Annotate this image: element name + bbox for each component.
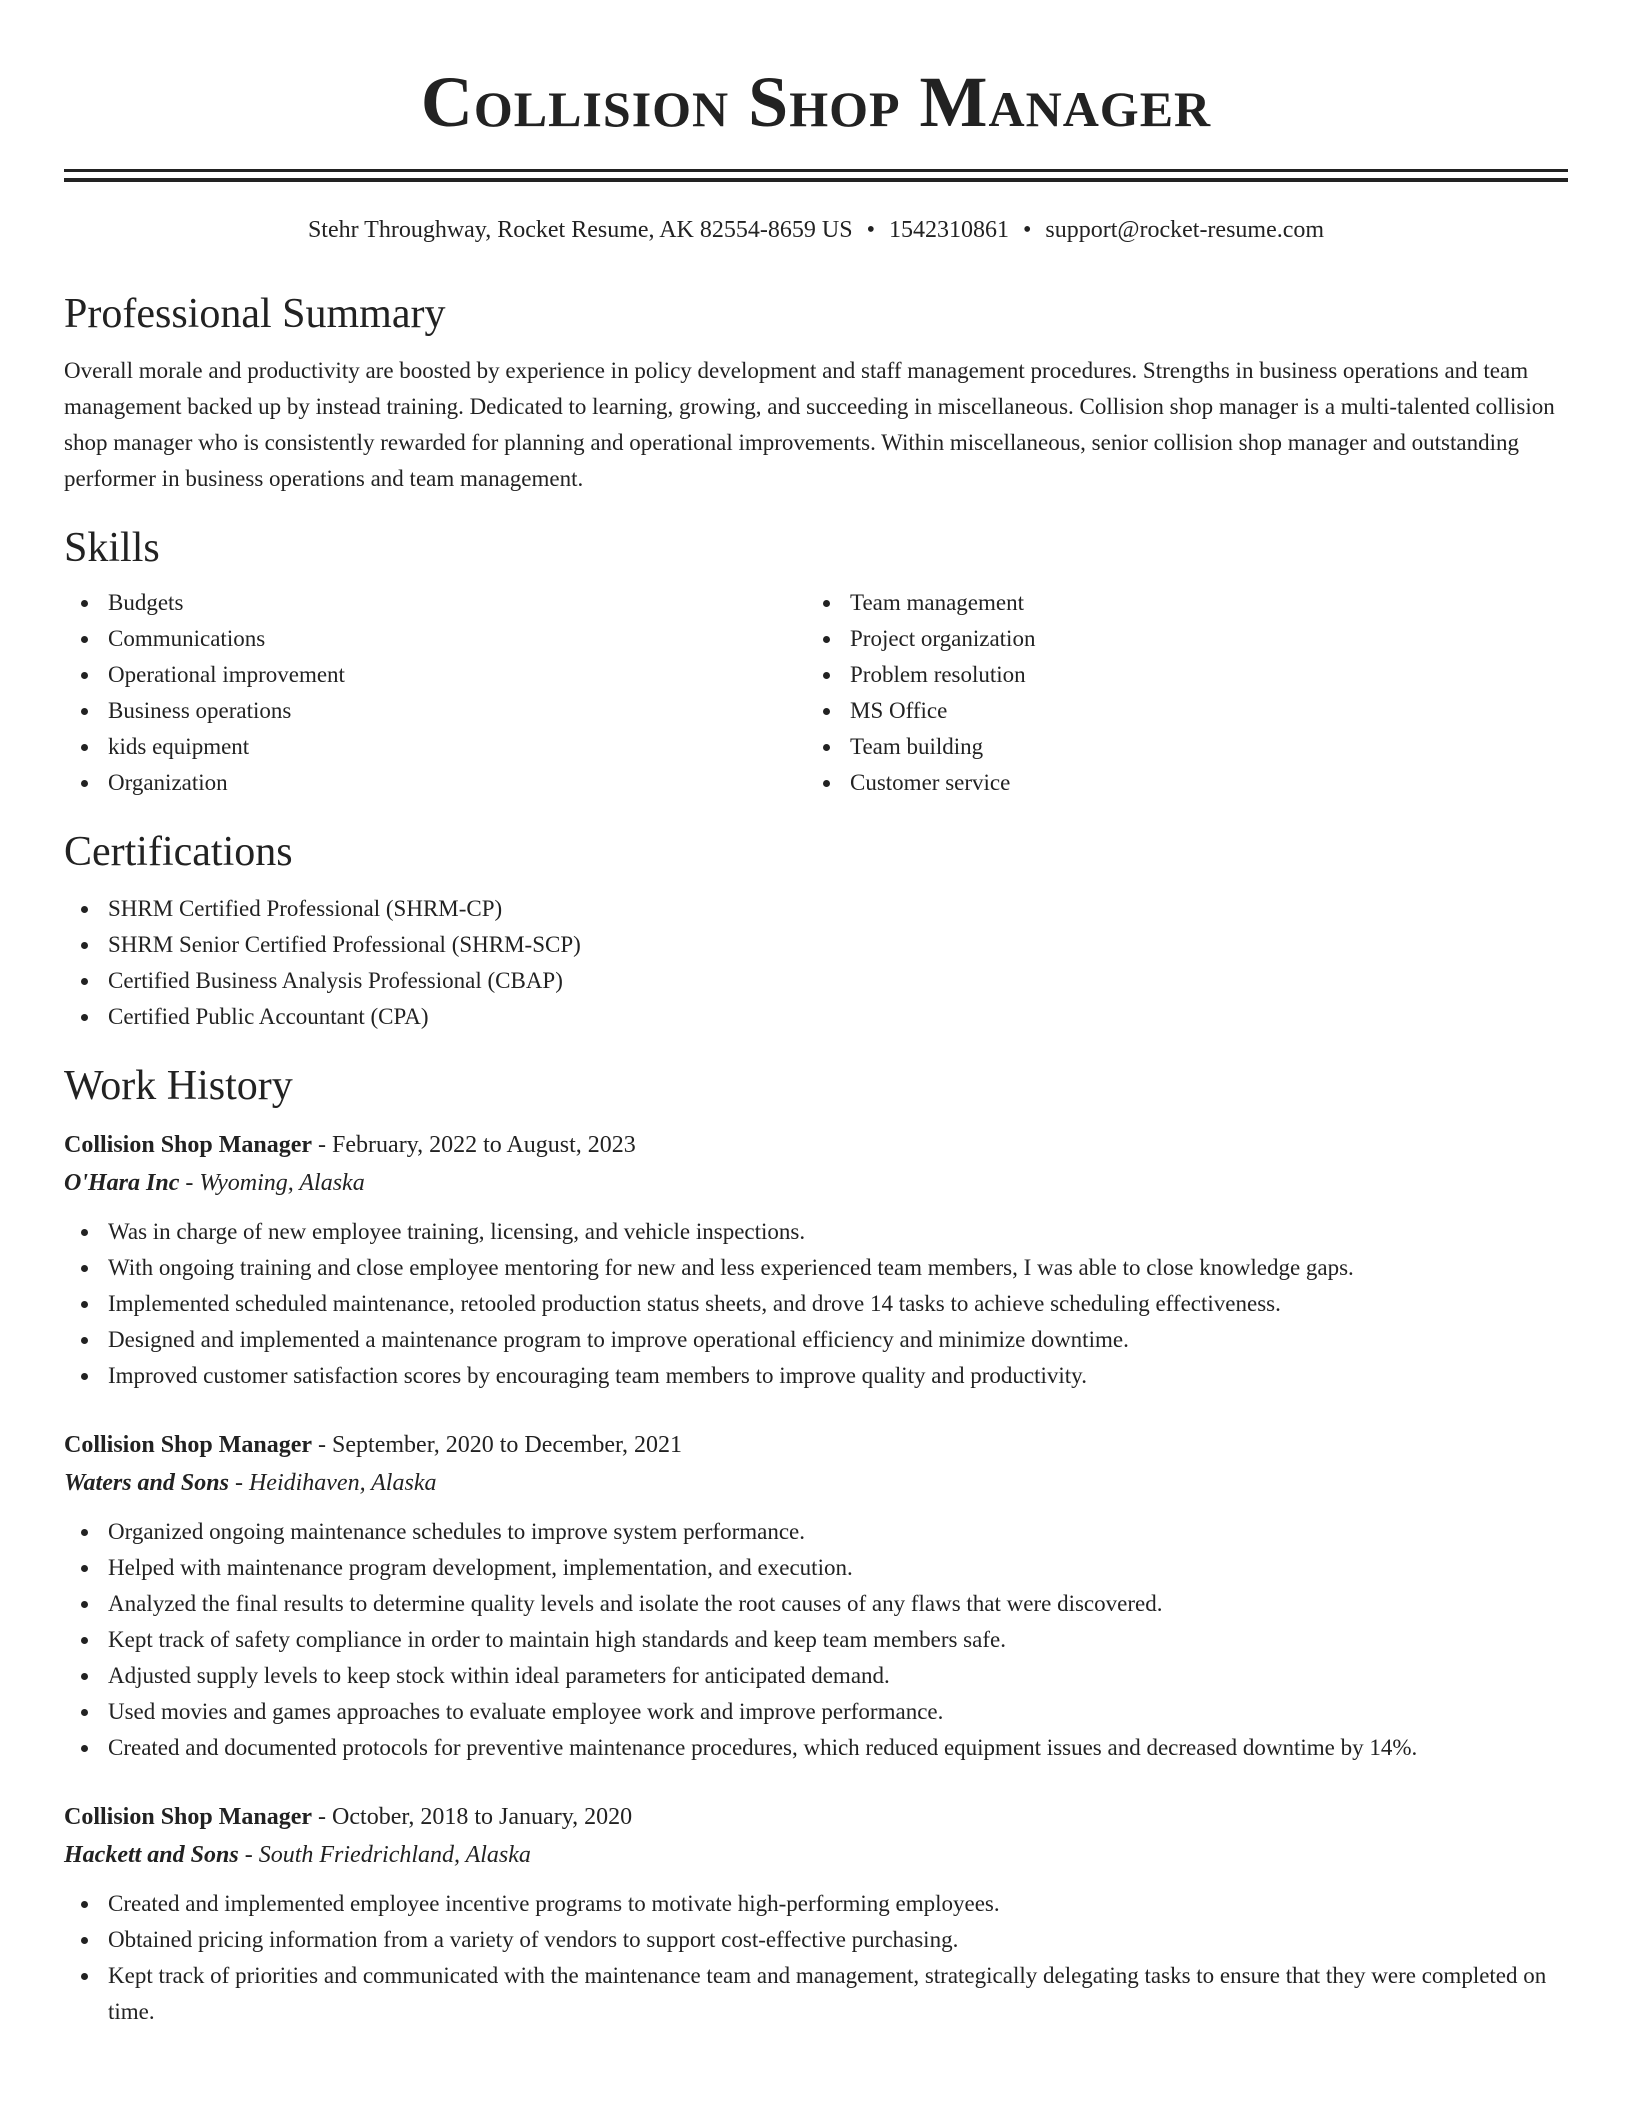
job-header bbox=[64, 1798, 1568, 1836]
header-divider-bottom bbox=[64, 178, 1568, 182]
job-duty: Kept track of priorities and communicated with the maintenance team and management, strategically delegating tasks to ensure that they were completed on time. bbox=[64, 1958, 1568, 2030]
job-role: Collision Shop Manager bbox=[64, 1803, 313, 1830]
job-duty: Analyzed the final results to determine quality levels and isolate the root causes of any flaws that were discovered. bbox=[64, 1586, 1568, 1622]
job-duties bbox=[64, 1886, 1568, 2030]
job-dash: - bbox=[312, 1803, 333, 1830]
skill-item: Communications bbox=[64, 621, 806, 657]
skill-item: Problem resolution bbox=[806, 657, 1548, 693]
job-duty: Designed and implemented a maintenance program to improve operational efficiency and minimize downtime. bbox=[64, 1322, 1568, 1358]
job-duty: Adjusted supply levels to keep stock within ideal parameters for anticipated demand. bbox=[64, 1658, 1568, 1694]
job-dates: September, 2020 to December, 2021 bbox=[332, 1431, 683, 1458]
job-duty: Used movies and games approaches to evaluate employee work and improve performance. bbox=[64, 1694, 1568, 1730]
resume-name: Collision Shop Manager bbox=[420, 62, 1212, 142]
contact-address: Stehr Throughway, Rocket Resume, AK 82554-8659 US bbox=[307, 217, 853, 243]
contact-separator: • bbox=[866, 217, 875, 243]
certification-item: Certified Business Analysis Professional (CBAP) bbox=[64, 963, 1568, 999]
summary-heading: Professional Summary bbox=[64, 290, 446, 337]
skills-column-right bbox=[806, 585, 1548, 801]
job-duties bbox=[64, 1214, 1568, 1394]
job-entry bbox=[64, 1126, 1568, 1394]
certification-item: SHRM Certified Professional (SHRM-CP) bbox=[64, 891, 1568, 927]
job-dash: - bbox=[312, 1131, 333, 1158]
job-duties bbox=[64, 1514, 1568, 1766]
job-duty: Was in charge of new employee training, licensing, and vehicle inspections. bbox=[64, 1214, 1568, 1250]
skill-item: Business operations bbox=[64, 693, 806, 729]
contact-phone: 1542310861 bbox=[888, 217, 1009, 243]
job-company-line bbox=[64, 1464, 1568, 1502]
contact-line bbox=[64, 216, 1568, 245]
skill-item: Team management bbox=[806, 585, 1548, 621]
job-location: Wyoming, Alaska bbox=[199, 1169, 365, 1196]
job-dash: - bbox=[238, 1841, 259, 1868]
contact-separator: • bbox=[1022, 217, 1032, 243]
job-duty: Obtained pricing information from a variety of vendors to support cost-effective purchasing. bbox=[64, 1922, 1568, 1958]
skill-item: Team building bbox=[806, 729, 1548, 765]
work-history-heading: Work History bbox=[64, 1063, 293, 1110]
job-duty: Implemented scheduled maintenance, retooled production status sheets, and drove 14 tasks to achieve scheduling effectiveness. bbox=[64, 1286, 1568, 1322]
job-dash: - bbox=[179, 1169, 200, 1196]
skills-list bbox=[64, 585, 1568, 801]
header-divider-top bbox=[64, 169, 1568, 172]
contact-email[interactable]: support@rocket-resume.com bbox=[1045, 217, 1325, 243]
skill-item: Budgets bbox=[64, 585, 806, 621]
job-company: O'Hara Inc bbox=[64, 1169, 180, 1196]
job-dash: - bbox=[312, 1431, 333, 1458]
skills-heading: Skills bbox=[64, 524, 160, 571]
skill-item: kids equipment bbox=[64, 729, 806, 765]
job-duty: Created and documented protocols for preventive maintenance procedures, which reduced equipment issues and decreased downtime by 14%. bbox=[64, 1730, 1568, 1766]
job-company-line bbox=[64, 1164, 1568, 1202]
job-duty: Improved customer satisfaction scores by encouraging team members to improve quality and productivity. bbox=[64, 1358, 1568, 1394]
job-location: South Friedrichland, Alaska bbox=[258, 1841, 531, 1868]
skill-item: MS Office bbox=[806, 693, 1548, 729]
skill-item: Project organization bbox=[806, 621, 1548, 657]
certifications-heading: Certifications bbox=[64, 829, 293, 876]
job-role: Collision Shop Manager bbox=[64, 1131, 313, 1158]
job-duty: Kept track of safety compliance in order to maintain high standards and keep team members safe. bbox=[64, 1622, 1568, 1658]
summary-text: Overall morale and productivity are boosted by experience in policy development and staff management procedures. Strengths in business operations and team management backed up by instead training. Dedicated to learning, growing, and succeeding in miscellaneous. Collision shop manager is a multi-talented collision shop manager who is consistently rewarded for planning and operational improvements. Within miscellaneous, senior collision shop manager and outstanding performer in business operations and team management. bbox=[64, 357, 1555, 491]
job-company-line bbox=[64, 1836, 1568, 1874]
job-duty: Created and implemented employee incentive programs to motivate high-performing employees. bbox=[64, 1886, 1568, 1922]
certifications-list bbox=[64, 891, 1568, 1035]
job-dates: February, 2022 to August, 2023 bbox=[332, 1131, 636, 1158]
skill-item: Customer service bbox=[806, 765, 1548, 801]
skills-column-left bbox=[64, 585, 806, 801]
job-entry bbox=[64, 1426, 1568, 1766]
job-location: Heidihaven, Alaska bbox=[248, 1469, 437, 1496]
resume-page bbox=[64, 0, 1568, 2030]
job-entry bbox=[64, 1798, 1568, 2030]
job-company: Waters and Sons bbox=[64, 1469, 229, 1496]
job-duty: Helped with maintenance program development, implementation, and execution. bbox=[64, 1550, 1568, 1586]
certification-item: SHRM Senior Certified Professional (SHRM-SCP) bbox=[64, 927, 1568, 963]
job-company: Hackett and Sons bbox=[64, 1841, 239, 1868]
skill-item: Operational improvement bbox=[64, 657, 806, 693]
job-role: Collision Shop Manager bbox=[64, 1431, 313, 1458]
job-header bbox=[64, 1126, 1568, 1164]
job-dates: October, 2018 to January, 2020 bbox=[332, 1803, 633, 1830]
job-header bbox=[64, 1426, 1568, 1464]
job-duty: With ongoing training and close employee mentoring for new and less experienced team members, I was able to close knowledge gaps. bbox=[64, 1250, 1568, 1286]
certification-item: Certified Public Accountant (CPA) bbox=[64, 999, 1568, 1035]
skill-item: Organization bbox=[64, 765, 806, 801]
job-dash: - bbox=[228, 1469, 249, 1496]
job-duty: Organized ongoing maintenance schedules to improve system performance. bbox=[64, 1514, 1568, 1550]
